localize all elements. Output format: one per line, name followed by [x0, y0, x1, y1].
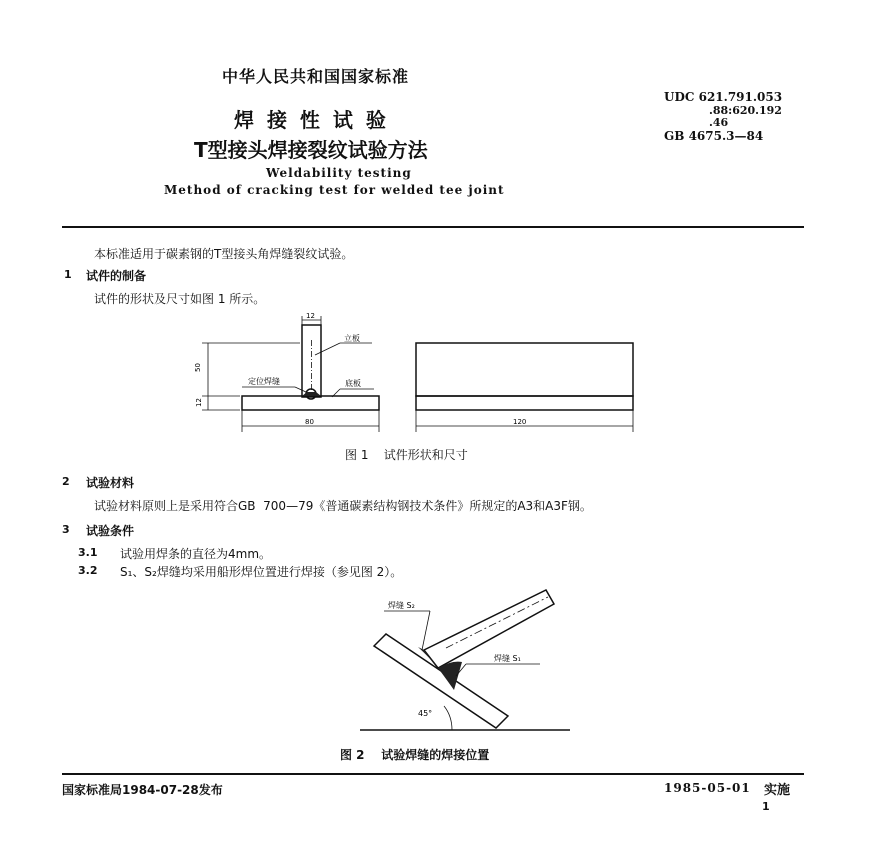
dim-50: 50: [194, 363, 202, 372]
section-2-number: 2: [62, 475, 70, 488]
section-3-1-text: 试验用焊条的直径为4mm。: [120, 547, 272, 561]
intro-text: 本标准适用于碳素钢的T型接头角焊缝裂纹试验。: [94, 247, 354, 261]
label-vertical-plate: 立板: [344, 334, 360, 343]
section-1-number: 1: [64, 268, 72, 281]
title-cn-2: T型接头焊接裂纹试验方法: [194, 138, 428, 162]
title-en-1: Weldability testing: [266, 166, 412, 180]
angle-label: 45°: [418, 709, 433, 718]
udc-code-line-1: UDC 621.791.053: [664, 90, 783, 104]
page-number: 1: [762, 800, 770, 813]
footer-issued: 国家标准局1984-07-28发布: [62, 783, 223, 797]
angle-arc: [444, 706, 452, 730]
figure-2-caption: 图 2 试验焊缝的焊接位置: [340, 748, 490, 762]
footer-divider: [62, 773, 804, 775]
section-3-title: 试验条件: [86, 524, 135, 538]
footer-effective-word: 实施: [764, 783, 791, 798]
section-1-text: 试件的形状及尺寸如图 1 所示。: [94, 292, 266, 306]
issuing-country-standard: 中华人民共和国国家标准: [222, 67, 410, 86]
vertical-plate-tilted: [424, 590, 554, 668]
dim-12-top: 12: [306, 312, 315, 320]
label-weld-s1: 焊缝 S₁: [494, 654, 521, 663]
dim-12-left: 12: [195, 398, 203, 407]
dim-80: 80: [305, 418, 314, 426]
section-3-number: 3: [62, 523, 70, 536]
title-cn-1: 焊 接 性 试 验: [234, 108, 389, 132]
section-3-2-text: S₁、S₂焊缝均采用船形焊位置进行焊接（参见图 2）。: [120, 565, 403, 579]
section-1-title: 试件的制备: [86, 269, 147, 283]
dim-120: 120: [513, 418, 527, 426]
figure-1-caption: 图 1 试件形状和尺寸: [345, 448, 468, 462]
label-base-plate: 底板: [345, 379, 361, 388]
label-weld-s2: 焊缝 S₂: [388, 601, 415, 610]
section-2-text: 试验材料原则上是采用符合GB 700—79《普通碳素结构钢技术条件》所规定的A3和A3F钢。: [94, 499, 592, 513]
section-2-title: 试验材料: [86, 476, 135, 490]
label-tack-weld: 定位焊缝: [248, 377, 280, 386]
section-3-1-number: 3.1: [78, 546, 98, 559]
udc-code-line-3: .46: [709, 116, 729, 129]
gb-standard-number: GB 4675.3—84: [664, 129, 764, 143]
base-plate-tilted: [374, 634, 508, 728]
footer-effective-date: 1985-05-01: [664, 781, 751, 795]
udc-code-line-2: .88:620.192: [709, 104, 782, 117]
section-3-2-number: 3.2: [78, 564, 98, 577]
title-en-2: Method of cracking test for welded tee joint: [164, 183, 505, 197]
